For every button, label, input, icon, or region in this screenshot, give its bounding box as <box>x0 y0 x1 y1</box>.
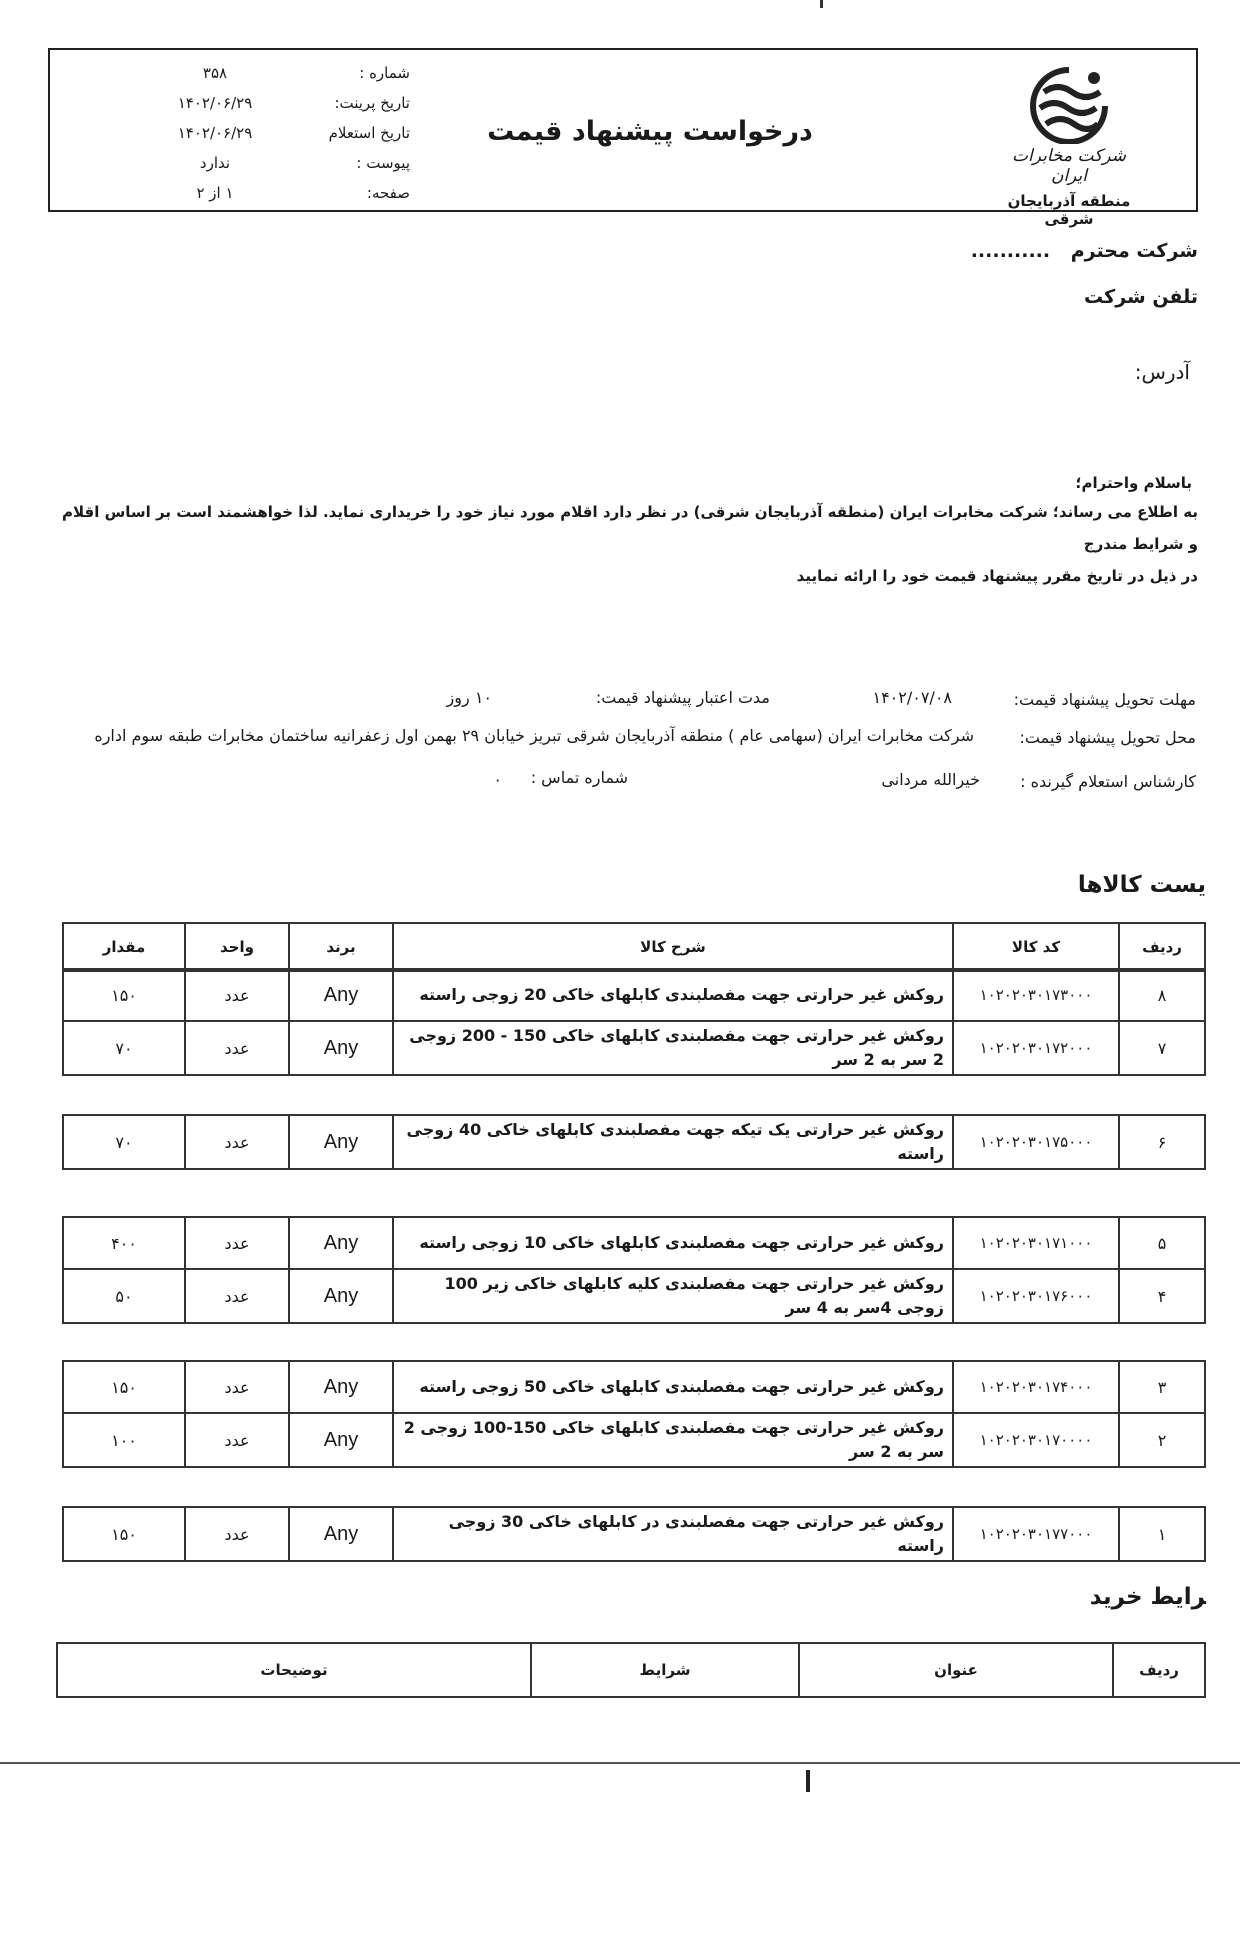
company-name: شرکت مخابرات ایران <box>1012 146 1126 186</box>
item-quantity: ۵۰ <box>63 1269 185 1323</box>
item-brand: Any <box>289 1021 393 1075</box>
meta-attachment <box>120 148 410 178</box>
header-meta <box>120 58 410 208</box>
item-code: ۱۰۲۰۲۰۳۰۱۷۰۰۰۰ <box>953 1413 1119 1467</box>
item-quantity: ۴۰۰ <box>63 1217 185 1269</box>
item-quantity: ۷۰ <box>63 1021 185 1075</box>
letter-body <box>48 496 1198 592</box>
item-description: روکش غیر حرارتی جهت مفصلبندی کابلهای خاکی 150-100 زوجی 2 سر به 2 سر <box>393 1413 953 1467</box>
validity-value: ۱۰ روز <box>446 688 492 707</box>
contact-label: شماره تماس : <box>530 768 628 787</box>
item-description: روکش غیر حرارتی یک تیکه جهت مفصلبندی کابلهای خاکی 40 زوجی راسته <box>393 1115 953 1169</box>
item-unit: عدد <box>185 1507 289 1561</box>
location-label: محل تحویل پیشنهاد قیمت: <box>1019 728 1196 747</box>
letter-header <box>48 48 1198 228</box>
item-code: ۱۰۲۰۲۰۳۰۱۷۶۰۰۰ <box>953 1269 1119 1323</box>
recipient-address-label: آدرس: <box>1134 360 1190 384</box>
item-code: ۱۰۲۰۲۰۳۰۱۷۳۰۰۰ <box>953 969 1119 1021</box>
recipient-company-label: شرکت محترم <box>1070 240 1198 262</box>
tci-logo-icon <box>1024 64 1114 144</box>
item-brand: Any <box>289 1413 393 1467</box>
item-row-number: ۳ <box>1119 1361 1205 1413</box>
items-group <box>62 1114 1206 1170</box>
recipient-company-value: ........... <box>970 240 1051 262</box>
conditions-section-title: ﺮایط خرید <box>1089 1584 1206 1610</box>
item-description: روکش غیر حرارتی جهت مفصلبندی در کابلهای خاکی 30 زوجی راسته <box>393 1507 953 1561</box>
contact-value: ۰ <box>493 770 502 789</box>
item-row-number: ۷ <box>1119 1021 1205 1075</box>
meta-value: ندارد <box>199 154 231 172</box>
item-row-number: ۲ <box>1119 1413 1205 1467</box>
expert-label: کارشناس استعلام گیرنده : <box>1020 772 1196 791</box>
region-name: منطقه آذربایجان شرقی <box>1007 192 1131 228</box>
table-row <box>63 1269 1205 1323</box>
recipient-phone-label: تلفن شرکت <box>1084 286 1198 308</box>
meta-value: ۱۴۰۲/۰۶/۲۹ <box>177 124 253 142</box>
items-group <box>62 1216 1206 1324</box>
meta-label: صفحه: <box>366 184 410 202</box>
item-description: روکش غیر حرارتی جهت مفصلبندی کابلهای خاکی 150 - 200 زوجی 2 سر به 2 سر <box>393 1021 953 1075</box>
meta-value: ۳۵۸ <box>202 64 228 82</box>
item-code: ۱۰۲۰۲۰۳۰۱۷۱۰۰۰ <box>953 1217 1119 1269</box>
item-quantity: ۱۵۰ <box>63 969 185 1021</box>
cond-col-title: عنوان <box>799 1643 1113 1697</box>
item-row-number: ۴ <box>1119 1269 1205 1323</box>
item-unit: عدد <box>185 1115 289 1169</box>
item-quantity: ۱۵۰ <box>63 1507 185 1561</box>
item-code: ۱۰۲۰۲۰۳۰۱۷۴۰۰۰ <box>953 1361 1119 1413</box>
item-brand: Any <box>289 1269 393 1323</box>
item-brand: Any <box>289 969 393 1021</box>
items-group <box>62 1506 1206 1562</box>
item-description: روکش غیر حرارتی جهت مفصلبندی کابلهای خاکی 20 زوجی راسته <box>393 969 953 1021</box>
document-title: درخواست پیشنهاد قیمت <box>487 116 813 147</box>
item-unit: عدد <box>185 1217 289 1269</box>
meta-print-date <box>120 88 410 118</box>
items-group <box>62 968 1206 1076</box>
items-table-header <box>62 922 1206 972</box>
deadline-label: مهلت تحویل پیشنهاد قیمت: <box>1013 690 1196 709</box>
item-code: ۱۰۲۰۲۰۳۰۱۷۵۰۰۰ <box>953 1115 1119 1169</box>
item-code: ۱۰۲۰۲۰۳۰۱۷۷۰۰۰ <box>953 1507 1119 1561</box>
company-logo-block <box>994 64 1144 228</box>
meta-page <box>120 178 410 208</box>
meta-inquiry-date <box>120 118 410 148</box>
cond-col-condition: شرایط <box>531 1643 799 1697</box>
meta-label: پیوست : <box>356 154 410 172</box>
recipient-company <box>971 240 1198 262</box>
item-quantity: ۱۰۰ <box>63 1413 185 1467</box>
meta-value: ۱ از ۲ <box>196 184 234 202</box>
table-header-row <box>63 923 1205 971</box>
meta-label: تاریخ پرینت: <box>334 94 410 112</box>
meta-value: ۱۴۰۲/۰۶/۲۹ <box>177 94 253 112</box>
expert-value: خیرالله مردانی <box>881 770 980 789</box>
table-row <box>63 1361 1205 1413</box>
items-group <box>62 1360 1206 1468</box>
table-row <box>63 969 1205 1021</box>
col-qty: مقدار <box>63 923 185 971</box>
table-row <box>63 1021 1205 1075</box>
item-brand: Any <box>289 1507 393 1561</box>
table-row <box>63 1115 1205 1169</box>
col-code: کد کالا <box>953 923 1119 971</box>
item-quantity: ۷۰ <box>63 1115 185 1169</box>
col-desc: شرح کالا <box>393 923 953 971</box>
table-row <box>63 1217 1205 1269</box>
meta-label: تاریخ استعلام <box>328 124 410 142</box>
item-unit: عدد <box>185 969 289 1021</box>
item-description: روکش غیر حرارتی جهت مفصلبندی کلیه کابلهای خاکی زیر 100 زوجی 4سر به 4 سر <box>393 1269 953 1323</box>
letter-line: در ذیل در تاریخ مقرر پیشنهاد قیمت خود را ارائه نمایید <box>796 567 1198 585</box>
page-divider <box>0 1762 1240 1764</box>
item-code: ۱۰۲۰۲۰۳۰۱۷۲۰۰۰ <box>953 1021 1119 1075</box>
item-unit: عدد <box>185 1361 289 1413</box>
letter-greeting: باسلام واحترام؛ <box>1075 474 1192 492</box>
item-description: روکش غیر حرارتی جهت مفصلبندی کابلهای خاکی 10 زوجی راسته <box>393 1217 953 1269</box>
item-brand: Any <box>289 1361 393 1413</box>
cond-col-row: ردیف <box>1113 1643 1205 1697</box>
item-unit: عدد <box>185 1413 289 1467</box>
deadline-value: ۱۴۰۲/۰۷/۰۸ <box>872 688 952 707</box>
cond-col-notes: توضیحات <box>57 1643 531 1697</box>
item-description: روکش غیر حرارتی جهت مفصلبندی کابلهای خاکی 50 زوجی راسته <box>393 1361 953 1413</box>
table-row <box>63 1413 1205 1467</box>
item-row-number: ۱ <box>1119 1507 1205 1561</box>
col-brand: برند <box>289 923 393 971</box>
conditions-table <box>56 1642 1206 1698</box>
location-value: شرکت مخابرات ایران (سهامی عام ) منطقه آذربایجان شرقی تبریز خیابان ۲۹ بهمن اول زعفرانیه ساختمان مخابرات طبقه سوم اداره <box>94 726 974 745</box>
scan-mark <box>820 0 823 8</box>
item-row-number: ۵ <box>1119 1217 1205 1269</box>
item-row-number: ۸ <box>1119 969 1205 1021</box>
letter-line: به اطلاع می رساند؛ شرکت مخابرات ایران (منطقه آذربایجان شرقی) در نظر دارد اقلام مورد نیاز خود را خریداری نماید. لذا خواهشمند است بر اساس اقلام و شرایط مندرج <box>62 503 1198 553</box>
validity-label: مدت اعتبار پیشنهاد قیمت: <box>595 688 770 707</box>
items-section-title: یست کالاها <box>1077 872 1206 898</box>
col-unit: واحد <box>185 923 289 971</box>
col-row: ردیف <box>1119 923 1205 971</box>
scan-mark <box>806 1770 810 1792</box>
item-quantity: ۱۵۰ <box>63 1361 185 1413</box>
item-unit: عدد <box>185 1269 289 1323</box>
item-row-number: ۶ <box>1119 1115 1205 1169</box>
item-brand: Any <box>289 1217 393 1269</box>
table-row <box>63 1507 1205 1561</box>
item-unit: عدد <box>185 1021 289 1075</box>
table-header-row <box>57 1643 1205 1697</box>
meta-number <box>120 58 410 88</box>
item-brand: Any <box>289 1115 393 1169</box>
meta-label: شماره : <box>359 64 410 82</box>
